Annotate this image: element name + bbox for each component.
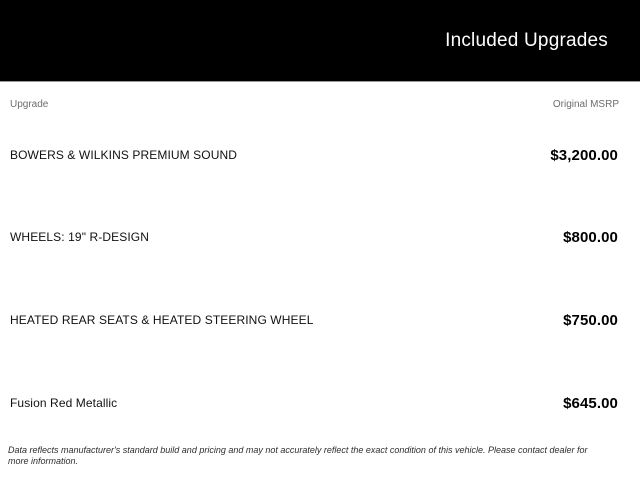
upgrade-name: Fusion Red Metallic bbox=[10, 396, 118, 410]
table-row bbox=[10, 389, 618, 417]
upgrade-name: HEATED REAR SEATS & HEATED STEERING WHEEL bbox=[10, 313, 314, 327]
upgrade-price: $3,200.00 bbox=[550, 146, 618, 164]
upgrade-price: $750.00 bbox=[563, 311, 618, 329]
header-bar bbox=[0, 0, 640, 82]
table-column-headers bbox=[10, 99, 619, 111]
table-row bbox=[10, 141, 618, 169]
column-header-msrp: Original MSRP bbox=[552, 99, 619, 110]
upgrade-name: WHEELS: 19" R-DESIGN bbox=[10, 230, 149, 244]
table-row bbox=[10, 306, 618, 334]
page-title: Included Upgrades bbox=[445, 29, 608, 51]
table-row bbox=[10, 223, 618, 251]
upgrade-price: $645.00 bbox=[563, 394, 618, 412]
upgrade-price: $800.00 bbox=[563, 228, 618, 246]
upgrade-name: BOWERS & WILKINS PREMIUM SOUND bbox=[10, 148, 238, 162]
column-header-upgrade: Upgrade bbox=[10, 99, 49, 110]
disclaimer-text: Data reflects manufacturer's standard build and pricing and may not accurately reflect the exact condition of this vehicle. Please contact dealer for more information. bbox=[8, 445, 588, 466]
